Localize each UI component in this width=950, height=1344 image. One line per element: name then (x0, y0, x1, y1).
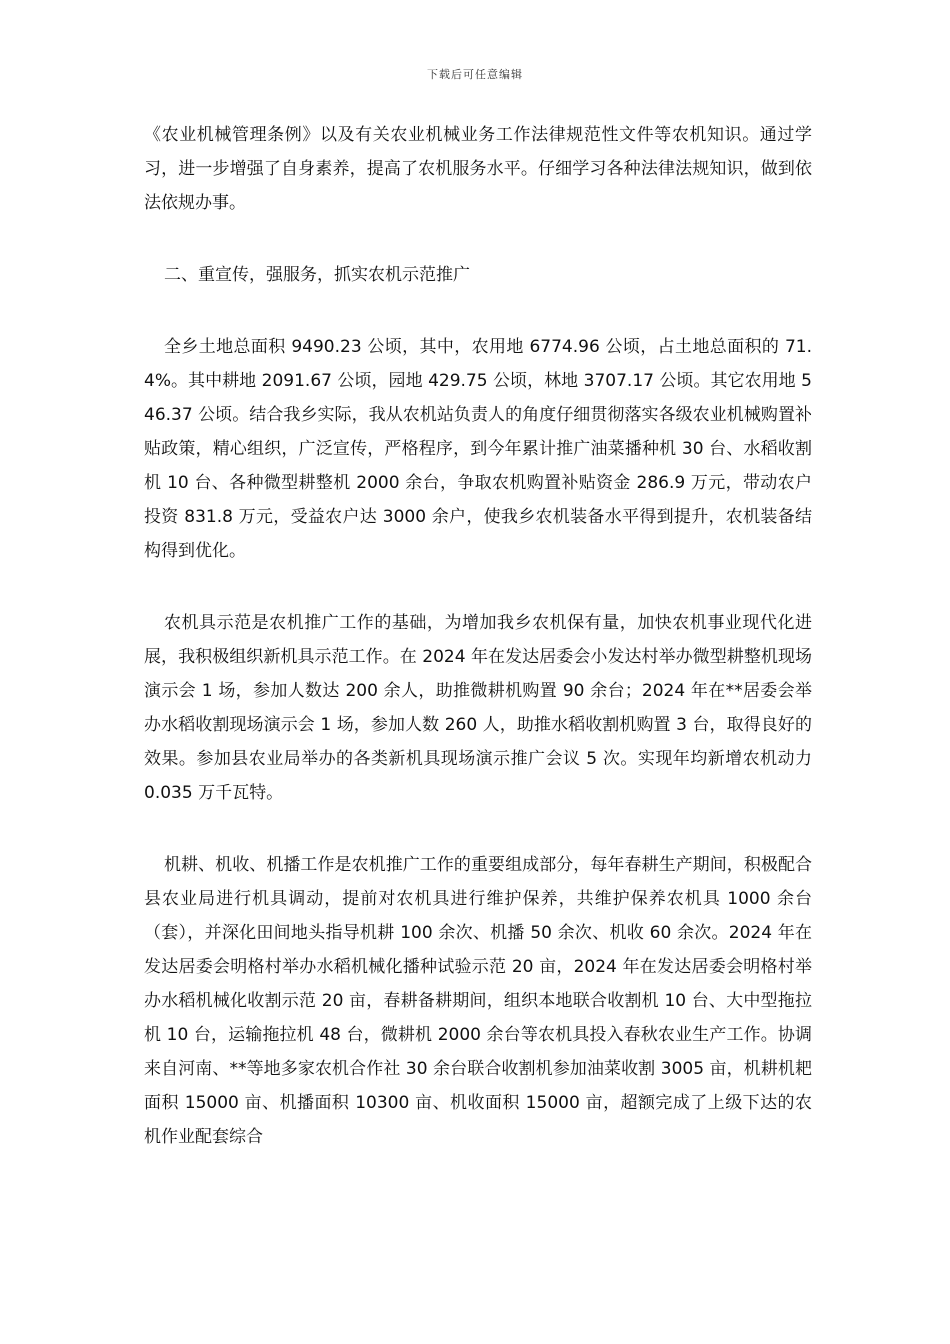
section-heading: 二、重宣传，强服务，抓实农机示范推广 (164, 265, 470, 285)
paragraph-demonstration: 农机具示范是农机推广工作的基础，为增加我乡农机保有量，加快农机事业现代化进展，我积极组织新机具示范工作。在 2024 年在发达居委会小发达村举办微型耕整机现场演示会 1 场，参加人数达 200 余人，助推微耕机购置 90 余台；2024 年在**居委会举办水稻收割现场演示会 1 场，参加人数 260 人，助推水稻收割机购置 3 台，取得良好的效果。参加县农业局举办的各类新机具现场演示推广会议 5 次。实现年均新增农机动力 0.035 万千瓦特。 (144, 613, 812, 803)
page-header: 下载后可任意编辑 (427, 68, 523, 81)
paragraph-regulations: 《农业机械管理条例》以及有关农业机械业务工作法律规范性文件等农机知识。通过学习，进一步增强了自身素养，提高了农机服务水平。仔细学习各种法律法规知识，做到依法依规办事。 (144, 125, 812, 213)
paragraph-land-area: 全乡土地总面积 9490.23 公顷，其中，农用地 6774.96 公顷，占土地总面积的 71.4%。其中耕地 2091.67 公顷，园地 429.75 公顷，林地 3707.17 公顷。其它农用地 546.37 公顷。结合我乡实际，我从农机站负责人的角度仔细贯彻落实各级农业机械购置补贴政策，精心组织，广泛宣传，严格程序，到今年累计推广油菜播种机 30 台、水稻收割机 10 台、各种微型耕整机 2000 余台，争取农机购置补贴资金 286.9 万元，带动农户投资 831.8 万元，受益农户达 3000 余户，使我乡农机装备水平得到提升，农机装备结构得到优化。 (144, 337, 812, 561)
document-body (144, 118, 812, 1154)
paragraph-mechanization: 机耕、机收、机播工作是农机推广工作的重要组成部分，每年春耕生产期间，积极配合县农业局进行机具调动，提前对农机具进行维护保养，共维护保养农机具 1000 余台（套），并深化田间地头指导机耕 100 余次、机播 50 余次、机收 60 余次。2024 年在发达居委会明格村举办水稻机械化播种试验示范 20 亩，2024 年在发达居委会明格村举办水稻机械化收割示范 20 亩，春耕备耕期间，组织本地联合收割机 10 台、大中型拖拉机 10 台，运输拖拉机 48 台，微耕机 2000 余台等农机具投入春秋农业生产工作。协调来自河南、**等地多家农机合作社 30 余台联合收割机参加油菜收割 3005 亩，机耕机耙面积 15000 亩、机播面积 10300 亩、机收面积 15000 亩，超额完成了上级下达的农机作业配套综合 (144, 855, 812, 1147)
paragraph-gap (144, 220, 812, 258)
paragraph-gap (144, 292, 812, 330)
paragraph-gap (144, 568, 812, 606)
paragraph-gap (144, 810, 812, 848)
